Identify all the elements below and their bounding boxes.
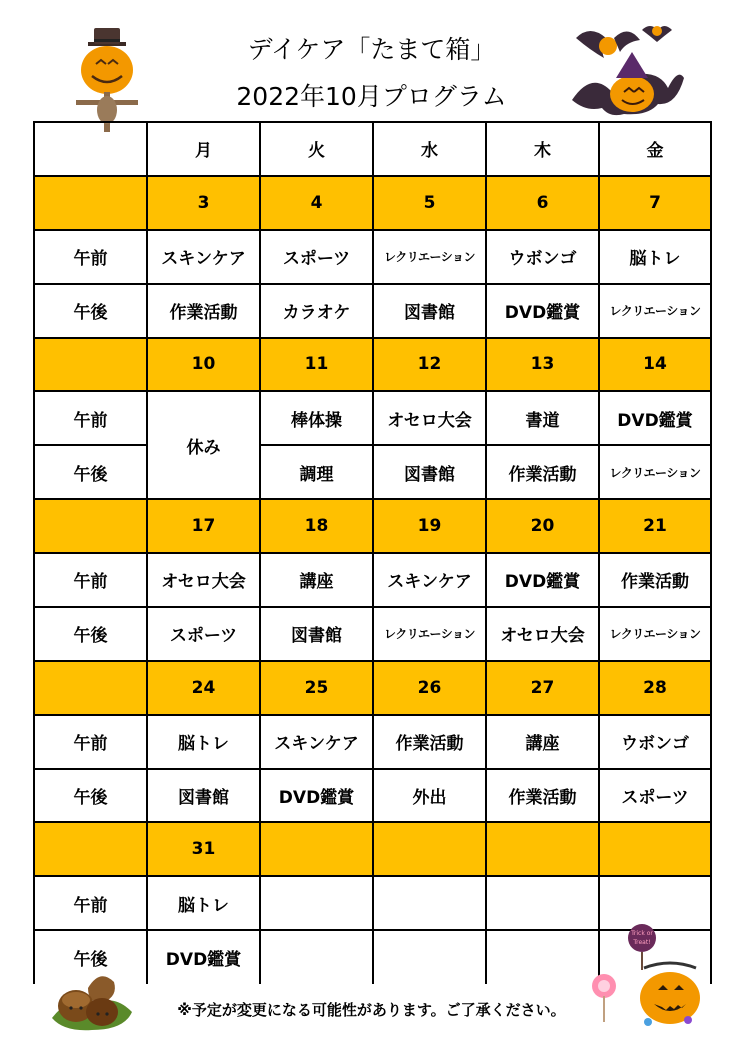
page-title: デイケア「たまて箱」 [247,35,496,64]
date-row-label-cell [34,661,147,715]
date-cell: 5 [373,176,486,230]
program-cell: 図書館 [147,769,260,823]
program-table [33,121,712,984]
program-cell-empty [373,930,486,984]
program-cell: 作業活動 [486,769,599,823]
am-label: 午前 [34,230,147,284]
weekday-mon: 月 [147,122,260,176]
program-cell: 外出 [373,769,486,823]
pm-label: 午後 [34,769,147,823]
date-row-label-cell [34,499,147,553]
weekday-thu: 木 [486,122,599,176]
program-cell-empty [260,930,373,984]
am-row [34,553,711,607]
program-cell: 作業活動 [373,715,486,769]
date-cell-empty [260,822,373,876]
program-cell: ウボンゴ [486,230,599,284]
program-cell: オセロ大会 [147,553,260,607]
program-cell: DVD鑑賞 [260,769,373,823]
program-cell: DVD鑑賞 [147,930,260,984]
date-cell: 17 [147,499,260,553]
weekday-fri: 金 [599,122,711,176]
pm-label: 午後 [34,284,147,338]
program-cell: レクリエーション [373,607,486,661]
date-cell-empty [486,822,599,876]
bats-icon [572,20,684,116]
date-row [34,176,711,230]
date-cell-empty [373,822,486,876]
program-cell: DVD鑑賞 [599,391,711,445]
date-cell: 25 [260,661,373,715]
program-cell: 調理 [260,445,373,499]
program-cell: 作業活動 [486,445,599,499]
date-row [34,499,711,553]
program-cell-empty [373,876,486,930]
holiday-cell: 休み [147,391,260,499]
date-cell: 18 [260,499,373,553]
am-label: 午前 [34,715,147,769]
program-cell: 講座 [260,553,373,607]
program-cell: 作業活動 [599,553,711,607]
pm-row [34,284,711,338]
program-cell-empty [486,930,599,984]
program-cell: 作業活動 [147,284,260,338]
date-row [34,661,711,715]
weekday-wed: 水 [373,122,486,176]
date-row-label-cell [34,176,147,230]
program-cell: 図書館 [373,445,486,499]
am-label: 午前 [34,553,147,607]
pm-label: 午後 [34,445,147,499]
date-cell: 21 [599,499,711,553]
date-row [34,822,711,876]
weekday-tue: 火 [260,122,373,176]
date-cell: 28 [599,661,711,715]
am-row [34,230,711,284]
header-corner-cell [34,122,147,176]
pm-label: 午後 [34,607,147,661]
program-cell: 書道 [486,391,599,445]
program-cell: レクリエーション [373,230,486,284]
program-cell: レクリエーション [599,284,711,338]
candy-bucket-sign-line1: Trick or [631,930,653,937]
date-cell: 31 [147,822,260,876]
date-cell: 13 [486,338,599,392]
date-cell: 19 [373,499,486,553]
program-cell: スポーツ [599,769,711,823]
program-cell-empty [486,876,599,930]
program-cell-empty [260,876,373,930]
date-cell: 27 [486,661,599,715]
date-cell: 11 [260,338,373,392]
date-cell: 14 [599,338,711,392]
date-cell: 24 [147,661,260,715]
date-cell: 20 [486,499,599,553]
program-cell: 棒体操 [260,391,373,445]
date-row-label-cell [34,338,147,392]
date-cell: 26 [373,661,486,715]
date-cell: 10 [147,338,260,392]
date-cell: 4 [260,176,373,230]
pm-row [34,769,711,823]
am-row [34,391,711,445]
program-cell: レクリエーション [599,445,711,499]
page-subtitle: 2022年10月プログラム [236,82,507,111]
program-cell: オセロ大会 [373,391,486,445]
program-cell: スキンケア [373,553,486,607]
program-cell: カラオケ [260,284,373,338]
date-cell: 12 [373,338,486,392]
weekday-header-row [34,122,711,176]
program-cell: 図書館 [260,607,373,661]
candy-bucket-sign-line2: Treat! [633,939,651,946]
program-cell: 脳トレ [599,230,711,284]
am-label: 午前 [34,876,147,930]
program-cell: スポーツ [147,607,260,661]
date-row-label-cell [34,822,147,876]
pm-label: 午後 [34,930,147,984]
program-cell: 図書館 [373,284,486,338]
program-cell: レクリエーション [599,607,711,661]
program-cell: 講座 [486,715,599,769]
program-cell: オセロ大会 [486,607,599,661]
program-cell: 脳トレ [147,715,260,769]
date-row [34,338,711,392]
program-cell: ウボンゴ [599,715,711,769]
program-cell: スキンケア [260,715,373,769]
date-cell: 3 [147,176,260,230]
program-cell: DVD鑑賞 [486,553,599,607]
am-row [34,715,711,769]
program-cell: DVD鑑賞 [486,284,599,338]
footnote: ※予定が変更になる可能性があります。ご了承ください。 [177,1001,566,1019]
am-label: 午前 [34,391,147,445]
date-cell: 7 [599,176,711,230]
pm-row [34,445,711,499]
date-cell: 6 [486,176,599,230]
program-cell: スキンケア [147,230,260,284]
pm-row [34,607,711,661]
date-cell-empty [599,822,711,876]
program-cell: スポーツ [260,230,373,284]
program-cell: 脳トレ [147,876,260,930]
